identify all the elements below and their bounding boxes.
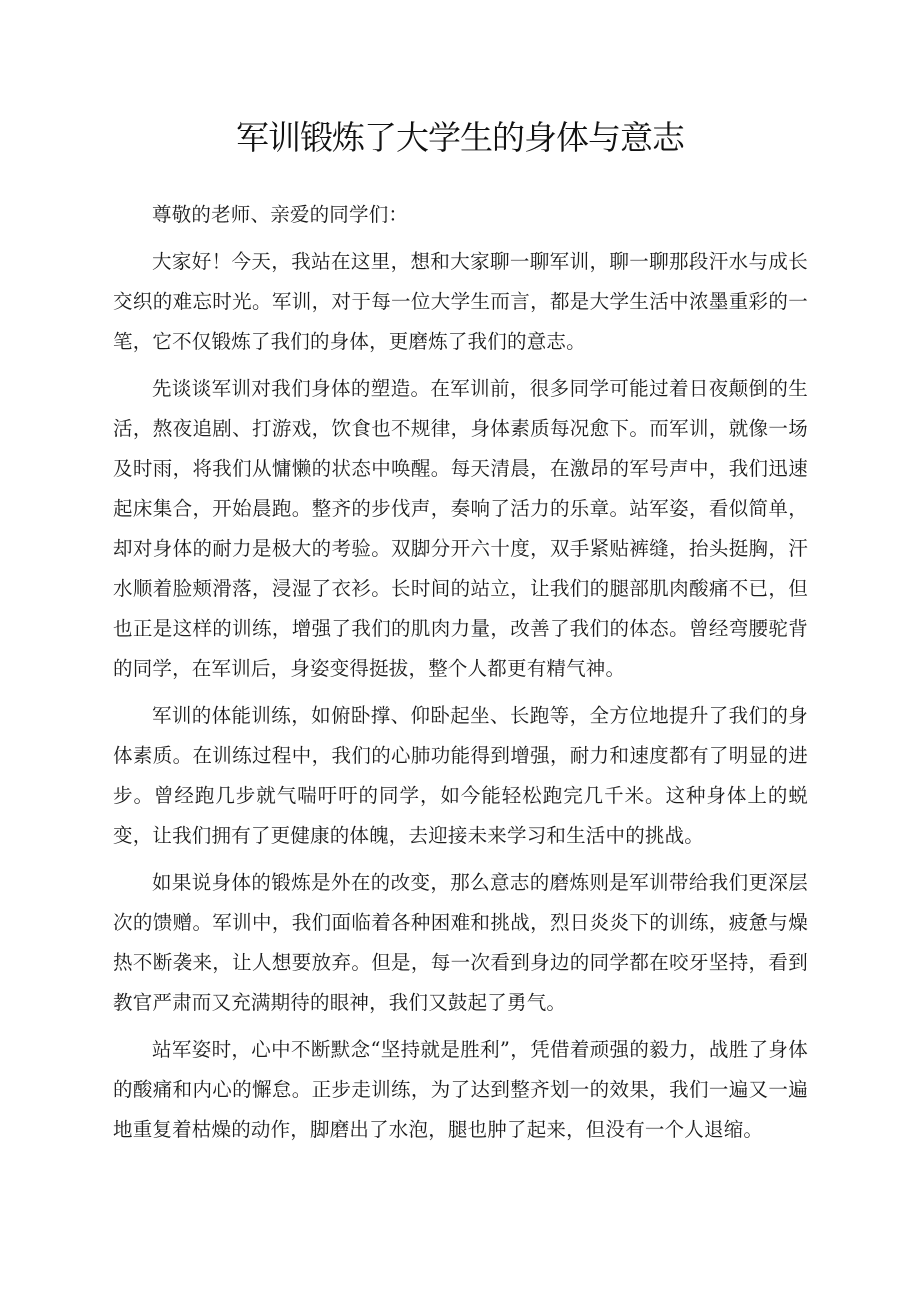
body-paragraph: 站军姿时，心中不断默念“坚持就是胜利”，凭借着顽强的毅力，战胜了身体的酸痛和内心的懈怠。正步走训练，为了达到整齐划一的效果，我们一遍又一遍地重复着枯燥的动作，脚磨出了水泡，腿也肿了起来，但没有一个人退缩。 <box>113 1038 808 1141</box>
salutation-paragraph: 尊敬的老师、亲爱的同学们： <box>152 203 409 226</box>
document-body <box>113 195 808 1150</box>
document-title: 军训锻炼了大学生的身体与意志 <box>236 118 684 157</box>
body-paragraph: 先谈谈军训对我们身体的塑造。在军训前，很多同学可能过着日夜颠倒的生活，熬夜追剧、打游戏，饮食也不规律，身体素质每况愈下。而军训，就像一场及时雨，将我们从慵懒的状态中唤醒。每天清晨，在激昂的军号声中，我们迅速起床集合，开始晨跑。整齐的步伐声，奏响了活力的乐章。站军姿，看似简单，却对身体的耐力是极大的考验。双脚分开六十度，双手紧贴裤缝，抬头挺胸，汗水顺着脸颊滑落，浸湿了衣衫。长时间的站立，让我们的腿部肌肉酸痛不已，但也正是这样的训练，增强了我们的肌肉力量，改善了我们的体态。曾经弯腰驼背的同学，在军训后，身姿变得挺拔，整个人都更有精气神。 <box>113 377 808 680</box>
body-paragraph: 如果说身体的锻炼是外在的改变，那么意志的磨炼则是军训带给我们更深层次的馈赠。军训中，我们面临着各种困难和挑战，烈日炎炎下的训练，疲惫与燥热不断袭来，让人想要放弃。但是，每一次看到身边的同学都在咬牙坚持，看到教官严肃而又充满期待的眼神，我们又鼓起了勇气。 <box>113 871 808 1014</box>
body-paragraph: 大家好！今天，我站在这里，想和大家聊一聊军训，聊一聊那段汗水与成长交织的难忘时光。军训，对于每一位大学生而言，都是大学生活中浓墨重彩的一笔，它不仅锻炼了我们的身体，更磨炼了我们的意志。 <box>113 250 808 353</box>
body-paragraph: 军训的体能训练，如俯卧撑、仰卧起坐、长跑等，全方位地提升了我们的身体素质。在训练过程中，我们的心肺功能得到增强，耐力和速度都有了明显的进步。曾经跑几步就气喘吁吁的同学，如今能轻松跑完几千米。这种身体上的蜕变，让我们拥有了更健康的体魄，去迎接未来学习和生活中的挑战。 <box>113 704 808 847</box>
